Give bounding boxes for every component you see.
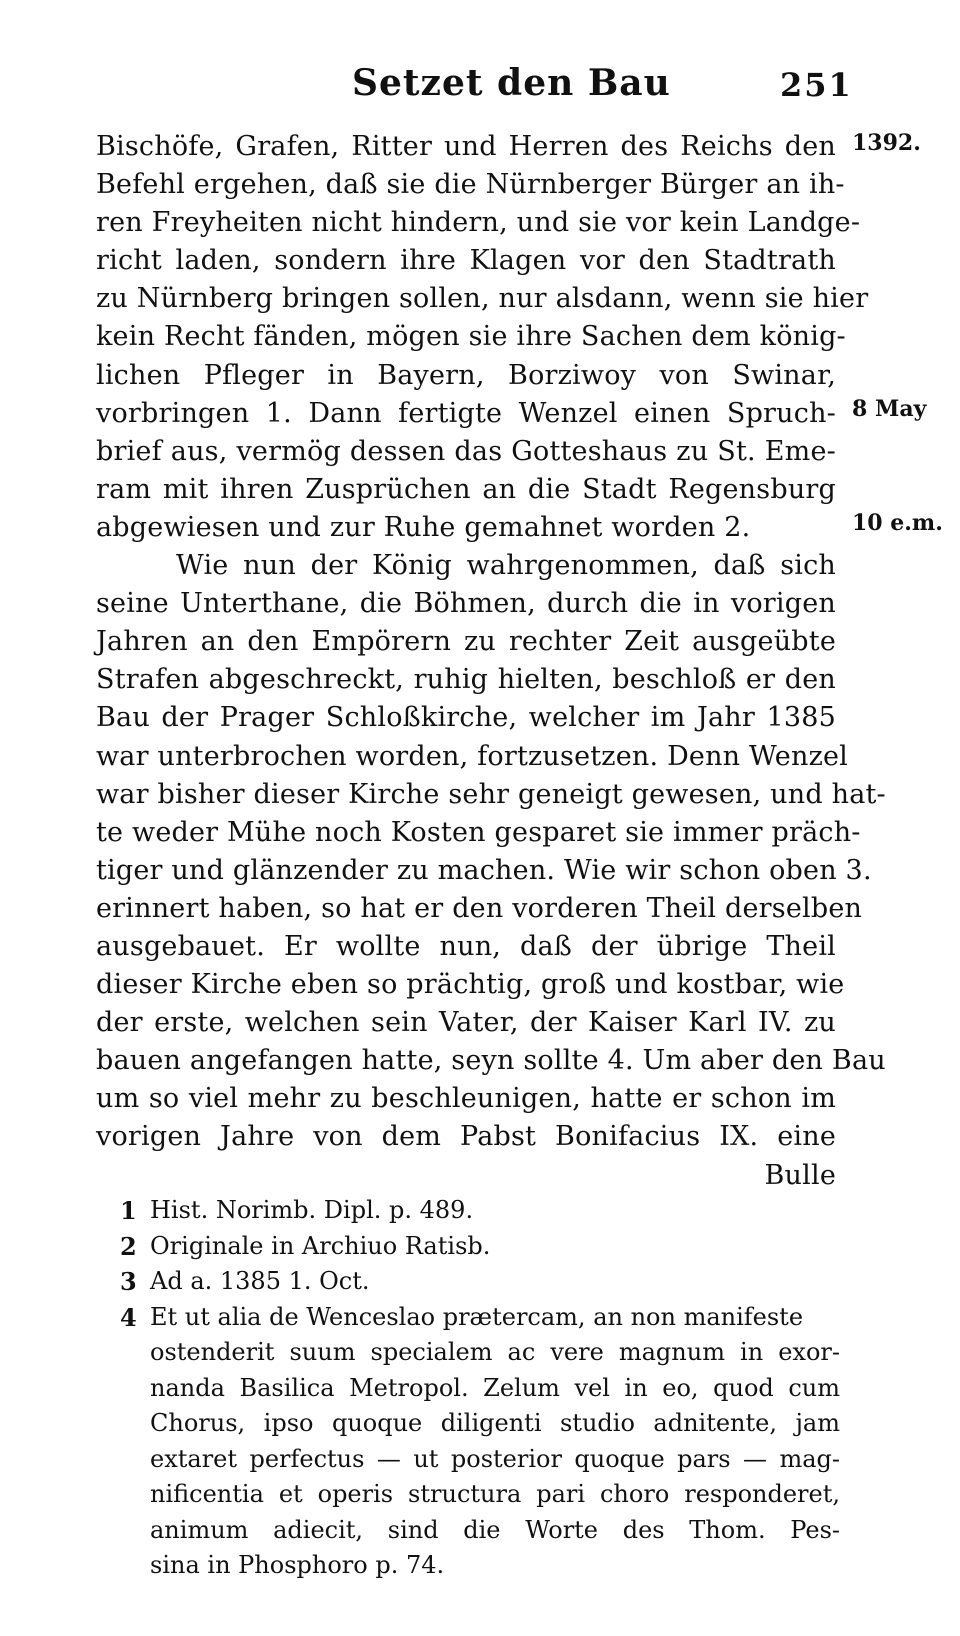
body-text	[96, 128, 886, 1195]
body-line: ausgebauet. Er wollte nun, daß der übrige Theil	[96, 930, 836, 962]
body-line: Bischöfe, Grafen, Ritter und Herren des Reichs den	[96, 131, 836, 162]
body-line: Strafen abgeschreckt, ruhig hielten, beschloß er den	[96, 664, 836, 696]
body-line: war unterbrochen worden, fortzusetzen. Denn Wenzel	[96, 740, 849, 772]
footnote-number: 1	[120, 1196, 137, 1225]
body-line: tiger und glänzender zu machen. Wie wir schon oben 3.	[96, 854, 872, 886]
footnote-continuation-line: nificentia et operis structura pari choro responderet,	[150, 1480, 840, 1508]
body-line: Bau der Prager Schloßkirche, welcher im Jahr 1385	[96, 702, 836, 734]
footnote-text: Hist. Norimb. Dipl. p. 489.	[150, 1196, 474, 1224]
body-line: kein Recht fänden, mögen sie ihre Sachen dem könig-	[96, 321, 846, 353]
page-number: 251	[780, 66, 853, 104]
body-line: ren Freyheiten nicht hindern, und sie vor kein Landge-	[96, 207, 861, 239]
body-line: ram mit ihren Zusprüchen an die Stadt Regensburg	[96, 473, 836, 505]
footnote	[120, 1193, 840, 1229]
footnote-text: Et ut alia de Wenceslao prætercam, an non manifeste	[150, 1302, 804, 1331]
footnote-number: 2	[120, 1231, 137, 1261]
footnotes	[120, 1193, 840, 1584]
body-line: Befehl ergehen, daß sie die Nürnberger Bürger an ih-	[96, 169, 845, 201]
body-line: erinnert haben, so hat er den vorderen Theil derselben	[96, 892, 863, 924]
body-line: te weder Mühe noch Kosten gesparet sie immer präch-	[96, 816, 861, 848]
running-head	[0, 62, 960, 112]
footnote	[120, 1300, 840, 1336]
body-line: lichen Pfleger in Bayern, Borziwoy von Swinar,	[96, 359, 836, 391]
margin-note-year: 1392.	[852, 130, 921, 156]
body-line: abgewiesen und zur Ruhe gemahnet worden 2.	[96, 511, 751, 543]
body-line-paragraph-start: Wie nun der König wahrgenommen, daß sich	[176, 550, 836, 582]
body-line: zu Nürnberg bringen sollen, nur alsdann, wenn sie hier	[96, 283, 869, 315]
body-line: dieser Kirche eben so prächtig, groß und kostbar, wie	[96, 969, 845, 1001]
footnote-number: 3	[120, 1267, 137, 1296]
margin-note-date-may: 8 May	[852, 396, 927, 422]
footnote-text: Ad a. 1385 1. Oct.	[150, 1267, 370, 1295]
catchword: Bulle	[764, 1159, 836, 1191]
footnote-continuation-line: Chorus, ipso quoque diligenti studio adnitente, jam	[150, 1409, 840, 1437]
body-line: war bisher dieser Kirche sehr geneigt gewesen, und hat-	[96, 778, 886, 810]
body-line: der erste, welchen sein Vater, der Kaiser Karl IV. zu	[96, 1007, 836, 1039]
body-line: brief aus, vermög dessen das Gotteshaus zu St. Eme-	[96, 435, 836, 467]
footnote	[120, 1229, 840, 1265]
running-title: Setzet den Bau	[352, 62, 671, 104]
body-line: richt laden, sondern ihre Klagen vor den Stadtrath	[96, 245, 836, 277]
body-line: seine Unterthane, die Böhmen, durch die in vorigen	[96, 588, 836, 620]
body-line: bauen angefangen hatte, seyn sollte 4. Um aber den Bau	[96, 1045, 886, 1077]
body-line: um so viel mehr zu beschleunigen, hatte er schon im	[96, 1083, 836, 1115]
body-line: Jahren an den Empörern zu rechter Zeit ausgeübte	[96, 626, 836, 658]
footnote-text: Originale in Archiuo Ratisb.	[150, 1231, 491, 1260]
footnote-continuation-line: nanda Basilica Metropol. Zelum vel in eo, quod cum	[150, 1373, 840, 1402]
footnote-continuation-line: extaret perfectus — ut posterior quoque pars — mag-	[150, 1444, 840, 1473]
body-line: vorigen Jahre von dem Pabst Bonifacius IX. eine	[96, 1121, 836, 1153]
footnote-continuation-line: sina in Phosphoro p. 74.	[150, 1551, 445, 1579]
footnote	[120, 1264, 840, 1300]
footnote-continuation-line: animum adiecit, sind die Worte des Thom. Pes-	[150, 1515, 840, 1544]
margin-note-date-em: 10 e.m.	[852, 510, 943, 536]
body-line: vorbringen 1. Dann fertigte Wenzel einen Spruch-	[96, 397, 836, 429]
footnote-number: 4	[120, 1302, 137, 1332]
footnote-continuation-line: ostenderit suum specialem ac vere magnum in exor-	[150, 1338, 840, 1366]
